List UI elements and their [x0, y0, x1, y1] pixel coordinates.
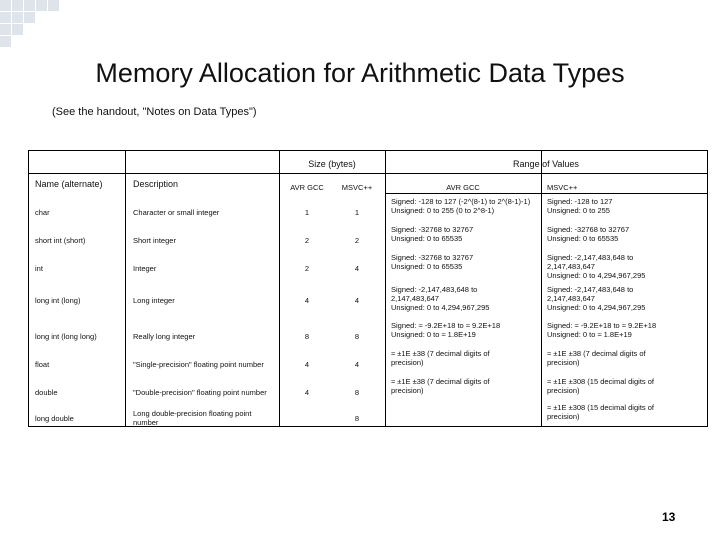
type-name: float: [35, 360, 50, 369]
range-msvc-line: precision): [547, 412, 580, 421]
size-avr: 8: [304, 332, 310, 341]
corner-decoration: [0, 0, 60, 50]
type-description: Long double-precision floating point number: [133, 409, 252, 427]
range-msvc-line: Unsigned: 0 to 4,294,967,295: [547, 271, 646, 280]
size-avr-header: AVR GCC: [290, 183, 324, 192]
range-avr-line: Unsigned: 0 to 4,294,967,295: [391, 303, 490, 312]
range-avr-line: Signed: -32768 to 32767: [391, 253, 474, 262]
size-msvc: 1: [354, 208, 360, 217]
data-types-table: [28, 150, 708, 427]
type-description: "Single-precision" floating point number: [133, 360, 264, 369]
size-avr: 2: [304, 236, 310, 245]
size-msvc: 2: [354, 236, 360, 245]
type-description: Long integer: [133, 296, 175, 305]
range-avr-line: Unsigned: 0 to 65535: [391, 234, 463, 243]
range-avr-line: Signed: -128 to 127 (-2^(8-1) to 2^(8-1)-1): [391, 197, 531, 206]
size-msvc: 8: [354, 414, 360, 423]
range-msvc-line: precision): [547, 386, 580, 395]
range-avr-line: ≈ ±1E ±38 (7 decimal digits of: [391, 377, 490, 386]
slide-title: Memory Allocation for Arithmetic Data Types: [95, 58, 625, 88]
size-avr: 4: [304, 388, 310, 397]
range-msvc-line: ≈ ±1E ±38 (7 decimal digits of: [547, 349, 646, 358]
size-msvc: 4: [354, 296, 360, 305]
size-msvc: 4: [354, 264, 360, 273]
range-avr-line: 2,147,483,647: [391, 294, 439, 303]
type-name: short int (short): [35, 236, 86, 245]
range-msvc-line: Unsigned: 0 to 255: [547, 206, 610, 215]
range-avr-line: Unsigned: 0 to ≈ 1.8E+19: [391, 330, 476, 339]
range-avr-header: AVR GCC: [446, 183, 480, 192]
name-header: Name (alternate): [35, 179, 103, 189]
type-description: "Double-precision" floating point number: [133, 388, 267, 397]
range-avr-line: Signed: -2,147,483,648 to: [391, 285, 478, 294]
range-avr-line: Signed: ≈ -9.2E+18 to ≈ 9.2E+18: [391, 321, 501, 330]
range-msvc-line: Signed: ≈ -9.2E+18 to ≈ 9.2E+18: [547, 321, 657, 330]
type-name: long int (long): [35, 296, 81, 305]
size-avr: 1: [304, 208, 310, 217]
type-name: double: [35, 388, 58, 397]
range-avr-line: Unsigned: 0 to 65535: [391, 262, 463, 271]
range-avr-line: Unsigned: 0 to 255 (0 to 2^8-1): [391, 206, 495, 215]
range-msvc-line: Signed: -128 to 127: [547, 197, 613, 206]
size-avr: 4: [304, 360, 310, 369]
range-avr-line: ≈ ±1E ±38 (7 decimal digits of: [391, 349, 490, 358]
range-avr-line: Signed: -32768 to 32767: [391, 225, 474, 234]
size-msvc: 8: [354, 388, 360, 397]
size-msvc: 8: [354, 332, 360, 341]
range-msvc-line: ≈ ±1E ±308 (15 decimal digits of: [547, 377, 654, 386]
type-name: long double: [35, 414, 74, 423]
description-header: Description: [133, 179, 179, 189]
range-msvc-line: ≈ ±1E ±308 (15 decimal digits of: [547, 403, 654, 412]
range-msvc-line: Signed: -2,147,483,648 to: [547, 253, 634, 262]
range-msvc-line: Unsigned: 0 to 65535: [547, 234, 619, 243]
size-avr: 2: [304, 264, 310, 273]
size-group-header: Size (bytes): [308, 159, 356, 169]
size-avr: 4: [304, 296, 310, 305]
range-avr-line: precision): [391, 386, 424, 395]
type-description: Short integer: [133, 236, 176, 245]
range-msvc-line: Unsigned: 0 to 4,294,967,295: [547, 303, 646, 312]
range-msvc-line: 2,147,483,647: [547, 262, 595, 271]
type-description: Integer: [133, 264, 157, 273]
range-msvc-line: Signed: -32768 to 32767: [547, 225, 630, 234]
range-msvc-line: precision): [547, 358, 580, 367]
type-name: long int (long long): [35, 332, 97, 341]
type-name: int: [35, 264, 43, 273]
size-msvc-header: MSVC++: [341, 183, 373, 192]
size-msvc: 4: [354, 360, 360, 369]
range-msvc-line: Unsigned: 0 to ≈ 1.8E+19: [547, 330, 632, 339]
type-description: Really long integer: [133, 332, 196, 341]
range-msvc-line: 2,147,483,647: [547, 294, 595, 303]
range-avr-line: precision): [391, 358, 424, 367]
type-name: char: [35, 208, 50, 217]
slide-subtitle: (See the handout, "Notes on Data Types"): [52, 106, 257, 118]
page-number: 13: [662, 510, 676, 524]
range-group-header: Range of Values: [513, 159, 579, 169]
type-description: Character or small integer: [133, 208, 220, 217]
range-msvc-line: Signed: -2,147,483,648 to: [547, 285, 634, 294]
range-msvc-header: MSVC++: [547, 183, 578, 192]
